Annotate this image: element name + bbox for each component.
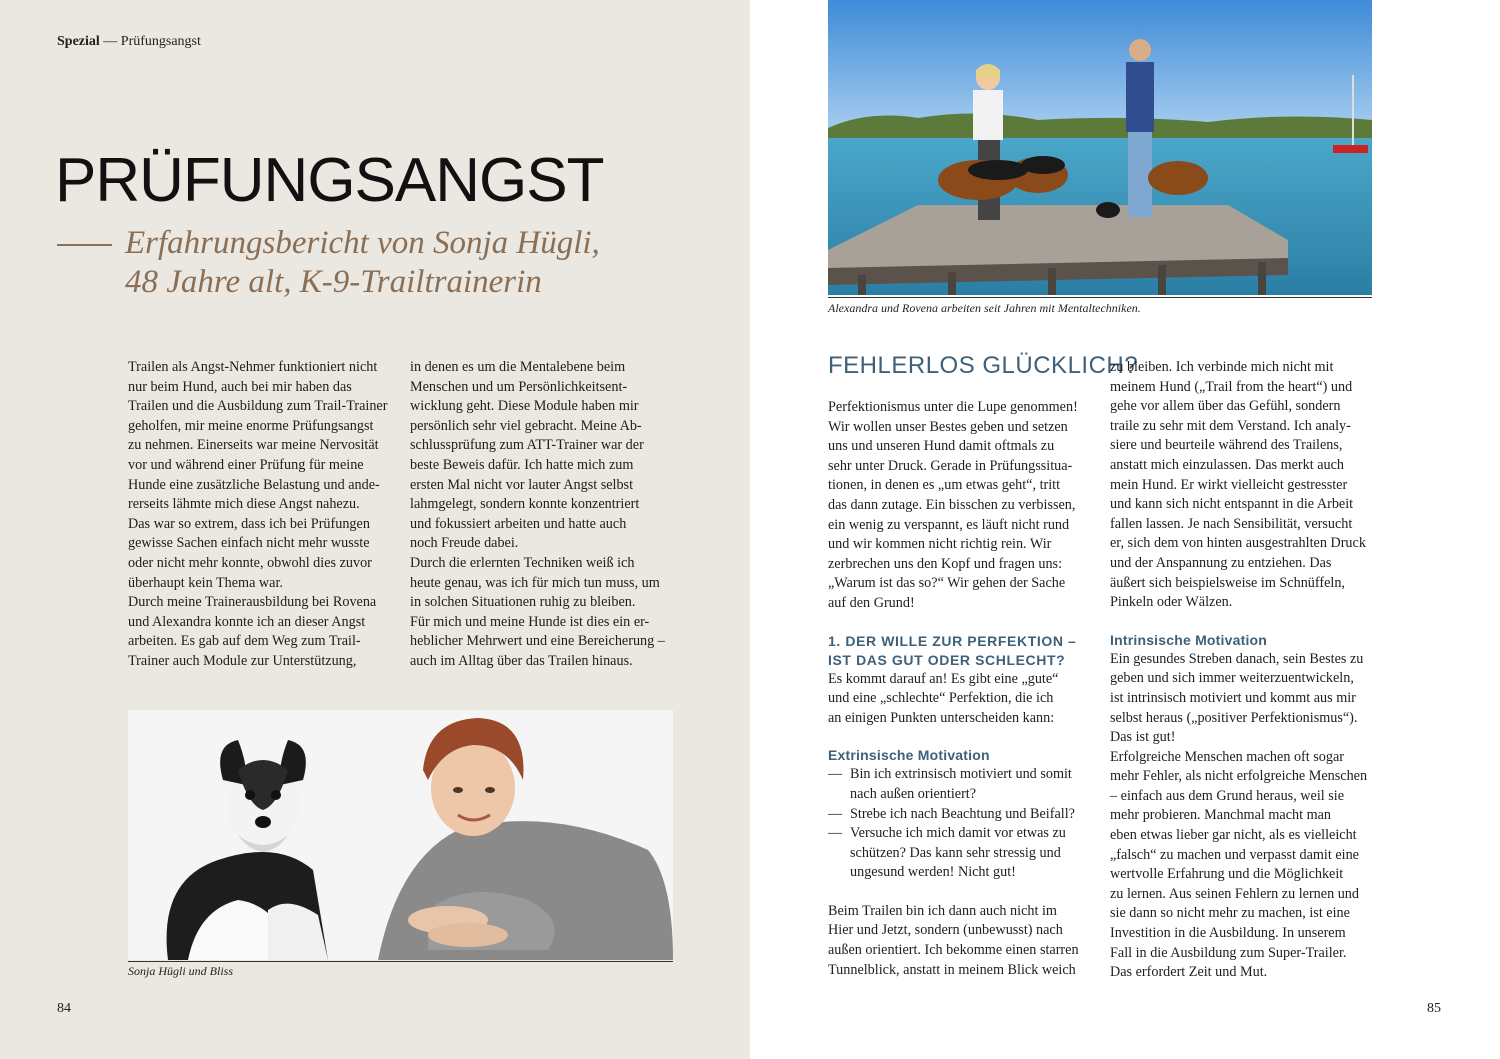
- left-column-2: [410, 358, 675, 672]
- text-line: – einfach aus dem Grund heraus, weil sie: [1110, 787, 1345, 804]
- text-line: Perfektionismus unter die Lupe genommen!: [828, 399, 1078, 415]
- text-line: tionen, in denen es „um etwas geht“, tritt: [828, 477, 1061, 494]
- text-line: Hunde eine zusätzliche Belastung und ande-: [128, 476, 380, 493]
- text-line: noch Freude dabei.: [410, 535, 519, 552]
- text-line: fallen lassen. Je nach Sensibilität, versucht: [1110, 515, 1353, 532]
- text-line: gewisse Sachen einfach nicht mehr wusste: [128, 535, 370, 552]
- running-head-topic: Prüfungsangst: [120, 34, 201, 49]
- text-line: mehr probieren. Manchmal macht man: [1110, 807, 1332, 824]
- text-line: mein Hund. Er wirkt vielleicht gestresster: [1110, 476, 1348, 493]
- text-line: ein wenig zu verspannt, es läuft nicht rund: [828, 516, 1070, 533]
- text-line: anstatt mich einzulassen. Das merkt auch: [1110, 456, 1345, 473]
- bullet-item: [828, 824, 1088, 883]
- text-line: — Versuche ich mich damit vor etwas zu: [850, 825, 1066, 842]
- text-line: traile zu sehr mit dem Verstand. Ich analy-: [1110, 417, 1351, 434]
- right-column-2: [1110, 358, 1375, 983]
- text-line: schlussprüfung zum ATT-Trainer war der: [410, 437, 644, 454]
- text-line: arbeiten. Es gab auf dem Weg zum Trail-: [128, 633, 361, 650]
- text-line: heblicher Mehrwert und eine Bereicherung –: [410, 633, 665, 650]
- text-line: auch im Alltag über das Trailen hinaus.: [410, 652, 633, 669]
- running-head: [57, 34, 201, 50]
- text-line: an einigen Punkten unterscheiden kann:: [828, 709, 1055, 726]
- text-line: auf den Grund!: [828, 594, 915, 611]
- text-line: persönlich sehr viel gebracht. Meine Ab-: [410, 417, 642, 434]
- text-line: sie dann so nicht mehr zu machen, ist eine: [1110, 905, 1350, 922]
- text-line: nur beim Hund, auch bei mir haben das: [128, 378, 352, 395]
- photo-rule: [828, 297, 1372, 298]
- text-line: lahmgelegt, sondern konnte konzentriert: [410, 496, 640, 513]
- left-column-1: [128, 358, 393, 672]
- text-line: Trainer auch Module zur Unterstützung,: [128, 652, 357, 669]
- photo-caption: Sonja Hügli und Bliss: [128, 964, 234, 978]
- text-line: Erfolgreiche Menschen machen oft sogar: [1110, 748, 1344, 765]
- text-line: zu lernen. Aus seinen Fehlern zu lernen und: [1110, 885, 1359, 902]
- text-line: selbst heraus („positiver Perfektionismus“).: [1110, 709, 1358, 726]
- text-line: schützen? Das kann sehr stressig und: [850, 844, 1061, 861]
- photo-sonja-and-bliss: [128, 710, 673, 960]
- text-line: Fall in die Ausbildung zum Super-Trailer.: [1110, 944, 1347, 961]
- text-line: außen orientiert. Ich bekomme einen starren: [828, 942, 1079, 959]
- text-line: überhaupt kein Thema war.: [128, 574, 283, 591]
- article-title: PRÜFUNGSANGST: [55, 146, 604, 215]
- photo-caption: Alexandra und Rovena arbeiten seit Jahren mit Mentaltechniken.: [828, 301, 1141, 315]
- text-line: siere und beurteile während des Trailens,: [1110, 437, 1343, 454]
- text-line: Trailen als Angst-Nehmer funktioniert nicht: [128, 359, 378, 375]
- text-line: vor und während einer Prüfung für meine: [128, 456, 364, 473]
- text-line: heute genau, was ich für mich tun muss, um: [410, 574, 660, 591]
- text-line: Menschen und um Persönlichkeitsent-: [410, 378, 628, 395]
- subsection-heading: Intrinsische Motivation: [1110, 631, 1268, 648]
- subtitle-rule: [57, 244, 112, 246]
- text-line: rerseits lähmte mich diese Angst nahezu.: [128, 496, 360, 513]
- text-line: „falsch“ zu machen und verpasst damit eine: [1110, 846, 1359, 863]
- text-line: das dann zutage. Ein bisschen zu verbissen,: [828, 496, 1076, 513]
- bullet-item: [828, 805, 1088, 825]
- text-line: zerbrechen uns den Kopf und fragen uns:: [828, 555, 1063, 572]
- text-line: Investition in die Ausbildung. In unserem: [1110, 925, 1346, 942]
- text-line: beste Beweis dafür. Ich hatte mich zum: [410, 456, 634, 473]
- subsection-heading: 1. DER WILLE ZUR PERFEKTION –: [828, 632, 1077, 649]
- text-line: wertvolle Erfahrung und die Möglichkeit: [1110, 866, 1344, 883]
- subsection-heading: Extrinsische Motivation: [828, 747, 990, 764]
- text-line: in solchen Situationen ruhig zu bleiben.: [410, 594, 636, 611]
- text-line: sehr unter Druck. Gerade in Prüfungssitua-: [828, 457, 1073, 474]
- text-line: Tunnelblick, anstatt in meinem Blick weich: [828, 961, 1076, 978]
- text-line: und Alexandra konnte ich an dieser Angst: [128, 613, 366, 630]
- text-line: Ein gesundes Streben danach, sein Bestes zu: [1110, 650, 1364, 667]
- subtitle-line-2: 48 Jahre alt, K-9-Trailtrainerin: [125, 264, 542, 300]
- text-line: Das war so extrem, dass ich bei Prüfungen: [128, 515, 370, 532]
- text-line: und der Anspannung zu entziehen. Das: [1110, 554, 1332, 571]
- text-line: und wir kommen nicht richtig rein. Wir: [828, 536, 1052, 553]
- text-line: ungesund werden! Nicht gut!: [850, 864, 1016, 881]
- text-line: uns und unseren Hund damit oftmals zu: [828, 438, 1055, 455]
- text-line: zu nehmen. Einerseits war meine Nervosität: [128, 437, 379, 454]
- photo-rule: [128, 961, 673, 962]
- text-line: Durch die erlernten Techniken weiß ich: [410, 554, 635, 571]
- text-line: Es kommt darauf an! Es gibt eine „gute“: [828, 670, 1059, 687]
- text-line: Durch meine Trainerausbildung bei Rovena: [128, 594, 377, 611]
- text-line: Für mich und meine Hunde ist dies ein er-: [410, 613, 650, 630]
- photo-lake-jetty: [828, 0, 1372, 295]
- text-line: und kann sich nicht entspannt in die Arbeit: [1110, 496, 1354, 513]
- text-line: oder nicht mehr konnte, obwohl dies zuvor: [128, 554, 372, 571]
- page-number: 85: [1427, 1001, 1441, 1016]
- text-line: nach außen orientiert?: [850, 785, 977, 802]
- text-line: und eine „schlechte“ Perfektion, die ich: [828, 690, 1054, 707]
- running-head-section: Spezial: [57, 34, 100, 49]
- text-line: Das erfordert Zeit und Mut.: [1110, 964, 1268, 981]
- running-head-dash: —: [103, 34, 118, 49]
- text-line: „Warum ist das so?“ Wir gehen der Sache: [828, 575, 1066, 592]
- text-line: Das ist gut!: [1110, 729, 1176, 746]
- subsection-heading: IST DAS GUT ODER SCHLECHT?: [828, 651, 1066, 668]
- text-line: Wir wollen unser Bestes geben und setzen: [828, 418, 1068, 435]
- text-line: Beim Trailen bin ich dann auch nicht im: [828, 902, 1057, 919]
- text-line: gehe vor allem über das Gefühl, sondern: [1110, 398, 1341, 415]
- text-line: wicklung geht. Diese Module haben mir: [410, 398, 639, 415]
- subtitle-line-1: Erfahrungsbericht von Sonja Hügli,: [125, 225, 600, 261]
- text-line: Trailen und die Ausbildung zum Trail-Trainer: [128, 398, 388, 415]
- text-line: mehr Fehler, als nicht erfolgreiche Menschen: [1110, 768, 1368, 785]
- text-line: äußert sich beispielsweise im Schnüffeln,: [1110, 574, 1345, 591]
- section-heading: FEHLERLOS GLÜCKLICH?: [828, 352, 1139, 379]
- text-line: ersten Mal nicht vor lauter Angst selbst: [410, 476, 634, 493]
- right-column-1: [828, 398, 1088, 980]
- article-subtitle: [125, 224, 600, 302]
- text-line: zu bleiben. Ich verbinde mich nicht mit: [1110, 359, 1334, 375]
- text-line: eben etwas lieber gar nicht, als es vielleicht: [1110, 827, 1357, 844]
- text-line: meinem Hund („Trail from the heart“) und: [1110, 378, 1353, 395]
- text-line: Pinkeln oder Wälzen.: [1110, 594, 1233, 611]
- page-number: 84: [57, 1001, 71, 1016]
- text-line: geben und sich immer weiterzuentwickeln,: [1110, 670, 1354, 687]
- text-line: — Bin ich extrinsisch motiviert und somit: [850, 766, 1072, 783]
- text-line: und fokussiert arbeiten und hatte auch: [410, 515, 627, 532]
- bullet-item: [828, 765, 1088, 804]
- text-line: — Strebe ich nach Beachtung und Beifall?: [850, 805, 1075, 822]
- text-line: ist intrinsisch motiviert und kommt aus mir: [1110, 689, 1356, 706]
- text-line: in denen es um die Mentalebene beim: [410, 359, 626, 375]
- text-line: geholfen, mir meine enorme Prüfungsangst: [128, 417, 374, 434]
- text-line: er, sich dem von hinten ausgestrahlten Druck: [1110, 535, 1366, 552]
- text-line: Hier und Jetzt, sondern (unbewusst) nach: [828, 922, 1063, 939]
